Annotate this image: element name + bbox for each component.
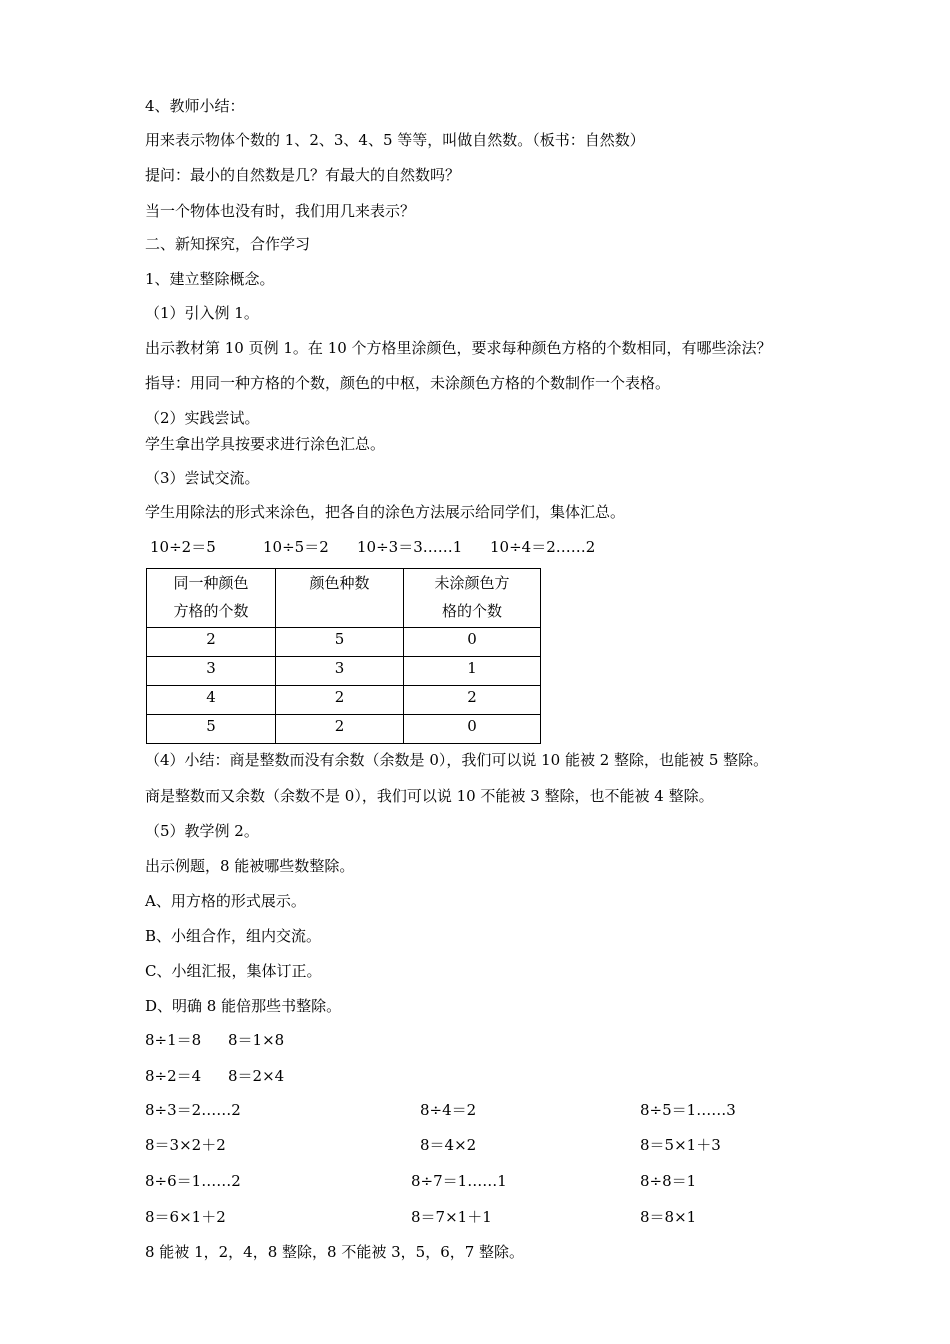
table-cell: 3	[147, 657, 276, 686]
equation: 8＝7×1＋1	[411, 1208, 492, 1226]
text-line: （2）实践尝试。	[145, 409, 260, 427]
table-cell: 0	[404, 628, 541, 657]
text-line: （3）尝试交流。	[145, 469, 260, 487]
equation: 8÷4＝2	[420, 1101, 477, 1119]
table-header-cell: 未涂颜色方 格的个数	[404, 569, 541, 628]
equation: 10÷5＝2	[263, 538, 329, 556]
equation: 8＝4×2	[420, 1136, 477, 1154]
table-cell: 0	[404, 715, 541, 744]
equation: 8＝2×4	[228, 1067, 285, 1085]
text-line: 4、教师小结：	[145, 97, 245, 115]
table-cell: 2	[276, 715, 404, 744]
equation: 8＝3×2＋2	[145, 1136, 226, 1154]
coloring-table	[146, 568, 541, 744]
table-header-cell: 同一种颜色 方格的个数	[147, 569, 276, 628]
section-heading: 二、新知探究，合作学习	[145, 235, 311, 253]
text-line: D、明确 8 能倍那些书整除。	[145, 997, 342, 1015]
text-line: 用来表示物体个数的 1、2、3、4、5 等等，叫做自然数。（板书：自然数）	[145, 131, 645, 149]
table-header-cell: 颜色种数	[276, 569, 404, 628]
text-line: （5）教学例 2。	[145, 822, 259, 840]
equation: 8÷7＝1……1	[411, 1172, 507, 1190]
table-row	[147, 628, 541, 657]
text-line: （1）引入例 1。	[145, 304, 259, 322]
table-cell: 5	[147, 715, 276, 744]
table-cell: 4	[147, 686, 276, 715]
equation: 8÷8＝1	[640, 1172, 697, 1190]
text-line: 当一个物体也没有时，我们用几来表示？	[145, 202, 416, 220]
text-line: B、小组合作，组内交流。	[145, 927, 322, 945]
text-line: 商是整数而又余数（余数不是 0），我们可以说 10 不能被 3 整除，也不能被 4 整除。	[145, 787, 714, 805]
table-cell: 2	[276, 686, 404, 715]
table-row	[147, 715, 541, 744]
equation: 10÷3＝3……1	[357, 538, 463, 556]
equation: 8÷6＝1……2	[145, 1172, 241, 1190]
equation: 8＝1×8	[228, 1031, 285, 1049]
equation: 8＝5×1＋3	[640, 1136, 721, 1154]
table-cell: 1	[404, 657, 541, 686]
equation: 8÷1＝8	[145, 1031, 202, 1049]
table-cell: 2	[147, 628, 276, 657]
table-header-row	[147, 569, 541, 628]
equation: 8＝8×1	[640, 1208, 697, 1226]
text-line: 1、建立整除概念。	[145, 270, 275, 288]
table-cell: 5	[276, 628, 404, 657]
text-line: 学生拿出学具按要求进行涂色汇总。	[145, 435, 386, 453]
text-line: 指导：用同一种方格的个数，颜色的中枢，未涂颜色方格的个数制作一个表格。	[145, 374, 671, 392]
text-line: A、用方格的形式展示。	[145, 892, 306, 910]
equation: 8＝6×1＋2	[145, 1208, 226, 1226]
text-line: 提问：最小的自然数是几？有最大的自然数吗？	[145, 166, 461, 184]
equation: 8÷2＝4	[145, 1067, 202, 1085]
table-cell: 3	[276, 657, 404, 686]
equation: 10÷4＝2……2	[490, 538, 596, 556]
text-line: （4）小结：商是整数而没有余数（余数是 0），我们可以说 10 能被 2 整除，也能被 5 整除。	[145, 751, 769, 769]
table-cell: 2	[404, 686, 541, 715]
conclusion-line: 8 能被 1，2，4，8 整除，8 不能被 3，5，6，7 整除。	[145, 1243, 525, 1261]
text-line: C、小组汇报，集体订正。	[145, 962, 322, 980]
table-row	[147, 657, 541, 686]
text-line: 出示教材第 10 页例 1。在 10 个方格里涂颜色，要求每种颜色方格的个数相同，有哪些涂法？	[145, 339, 772, 357]
equation: 8÷3＝2……2	[145, 1101, 241, 1119]
equation: 10÷2＝5	[150, 538, 216, 556]
text-line: 出示例题，8 能被哪些数整除。	[145, 857, 355, 875]
text-line: 学生用除法的形式来涂色，把各自的涂色方法展示给同学们，集体汇总。	[145, 503, 626, 521]
table-row	[147, 686, 541, 715]
equation: 8÷5＝1……3	[640, 1101, 736, 1119]
